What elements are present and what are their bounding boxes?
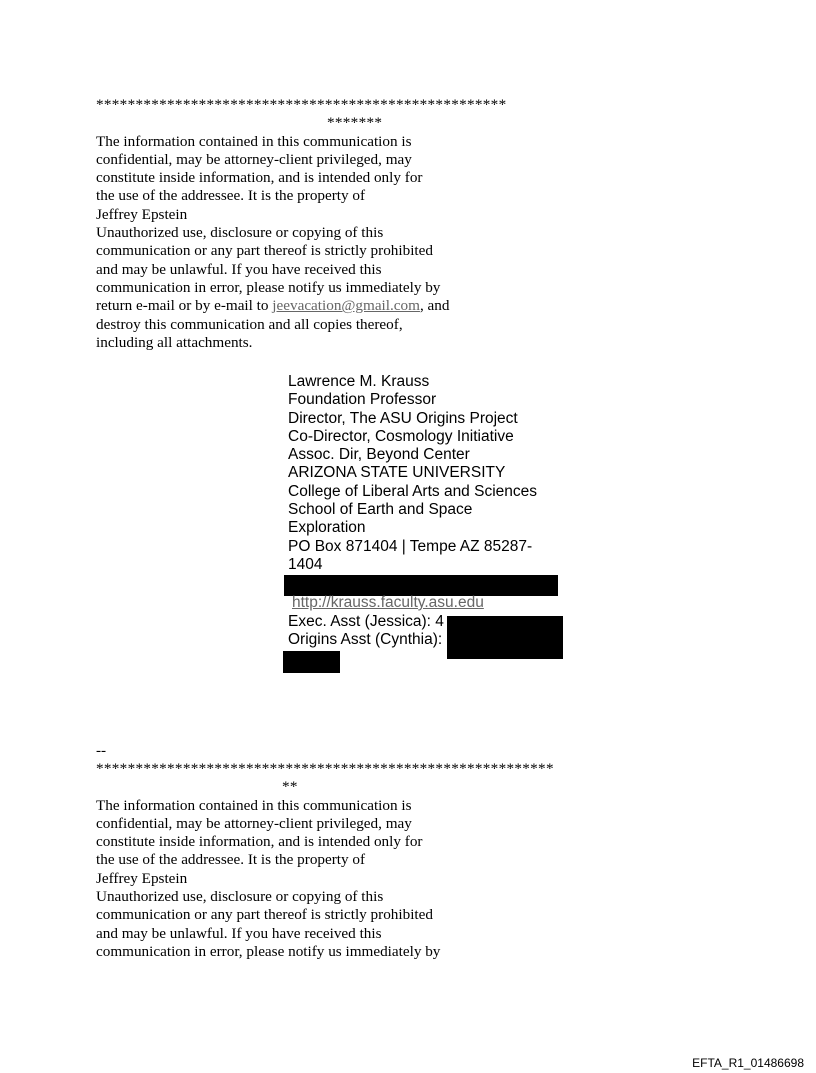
- assistants-block: [288, 613, 444, 650]
- disclaimer-line: confidential, may be attorney-client privileged, may: [96, 150, 412, 168]
- redaction-bar: [283, 651, 340, 673]
- disclaimer-line: communication in error, please notify us immediately by: [96, 278, 441, 296]
- signature-separator: --: [96, 742, 107, 759]
- disclaimer-line: and may be unlawful. If you have received this: [96, 260, 382, 278]
- origins-asst-line: Origins Asst (Cynthia):: [288, 631, 443, 649]
- faculty-url-line: [292, 594, 484, 612]
- disclaimer-block-2: [96, 760, 566, 961]
- email-link[interactable]: jeevacation@gmail.com: [272, 297, 420, 315]
- disclaimer-line: confidential, may be attorney-client privileged, may: [96, 814, 412, 832]
- signature-line: ARIZONA STATE UNIVERSITY: [288, 464, 506, 482]
- signature-line: Assoc. Dir, Beyond Center: [288, 446, 470, 464]
- return-prefix-text: return e-mail or by e-mail to: [96, 297, 273, 315]
- redaction-bar: [284, 575, 558, 596]
- signature-name: Lawrence M. Krauss: [288, 373, 430, 390]
- disclaimer-line: Unauthorized use, disclosure or copying of this: [96, 224, 384, 242]
- asterisk-divider: **********************************************************: [96, 760, 554, 777]
- return-suffix-text: , and: [419, 297, 450, 315]
- disclaimer-line: including all attachments.: [96, 333, 253, 351]
- signature-line: School of Earth and Space: [288, 501, 473, 519]
- disclaimer-line: Unauthorized use, disclosure or copying of this: [96, 888, 384, 906]
- signature-block: [288, 373, 568, 574]
- signature-line: Co-Director, Cosmology Initiative: [288, 427, 514, 445]
- signature-line: PO Box 871404 | Tempe AZ 85287-: [288, 537, 533, 555]
- disclaimer-line: constitute inside information, and is intended only for: [96, 169, 423, 187]
- disclaimer-line: destroy this communication and all copies thereof,: [96, 315, 403, 333]
- disclaimer-block-1: [96, 96, 536, 352]
- signature-line: Director, The ASU Origins Project: [288, 409, 518, 427]
- disclaimer-return-line: [96, 297, 536, 315]
- exec-asst-line: Exec. Asst (Jessica): 4: [288, 613, 444, 630]
- disclaimer-line: The information contained in this communication is: [96, 132, 412, 150]
- disclaimer-line: constitute inside information, and is intended only for: [96, 833, 423, 851]
- disclaimer-line: Jeffrey Epstein: [96, 205, 188, 223]
- faculty-url-link[interactable]: http://krauss.faculty.asu.edu: [292, 594, 484, 611]
- signature-line: College of Liberal Arts and Sciences: [288, 482, 538, 500]
- disclaimer-line: communication or any part thereof is strictly prohibited: [96, 906, 433, 924]
- disclaimer-line: and may be unlawful. If you have received this: [96, 924, 382, 942]
- signature-line: Exploration: [288, 519, 366, 537]
- disclaimer-line: the use of the addressee. It is the property of: [96, 851, 366, 869]
- signature-line: 1404: [288, 555, 323, 573]
- asterisk-divider-continued: **: [282, 778, 298, 796]
- disclaimer-line: The information contained in this communication is: [96, 796, 412, 814]
- asterisk-divider-continued: *******: [327, 114, 383, 132]
- disclaimer-line: communication or any part thereof is strictly prohibited: [96, 242, 433, 260]
- disclaimer-line: Jeffrey Epstein: [96, 869, 188, 887]
- asterisk-divider: ****************************************************: [96, 96, 507, 113]
- disclaimer-line: the use of the addressee. It is the property of: [96, 187, 366, 205]
- redaction-bar: [447, 616, 563, 659]
- signature-line: Foundation Professor: [288, 391, 437, 409]
- document-id: EFTA_R1_01486698: [692, 1056, 804, 1070]
- disclaimer-line: communication in error, please notify us immediately by: [96, 942, 441, 960]
